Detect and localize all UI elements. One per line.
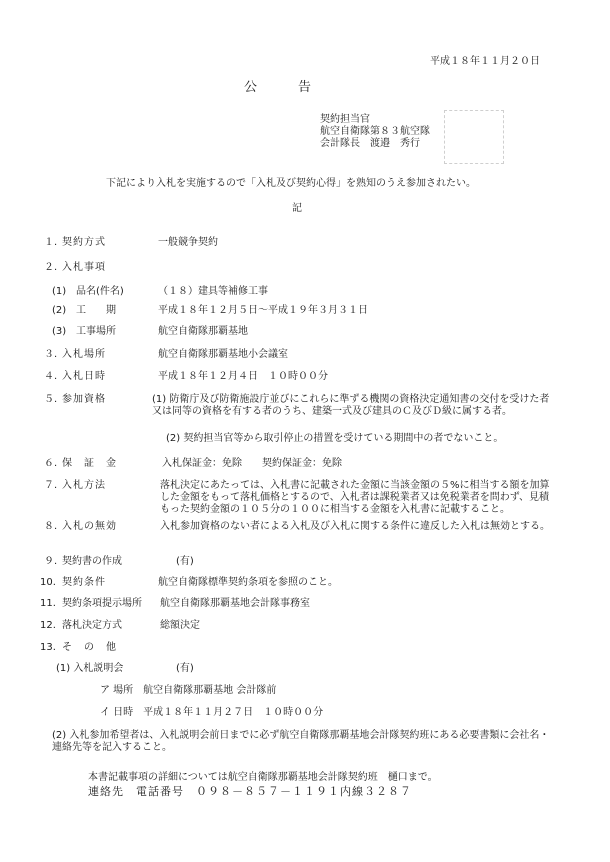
- sub-item-label: 品名(件名): [76, 286, 124, 297]
- item-number: ３.: [44, 349, 58, 360]
- item-label: 入札事項: [62, 262, 106, 273]
- sub-item-value: 航空自衛隊那覇基地: [158, 326, 248, 337]
- sub-item-number: (3): [52, 326, 67, 337]
- item-value: 航空自衛隊那覇基地会計隊事務室: [160, 598, 310, 609]
- item-label: 契約方式: [62, 237, 106, 248]
- item-value: 落札決定にあたっては、入札書に記載された金額に当該金額の５%に相当する額を加算した金額をもって落札価格とするので、入札者は課税業者又は免税業者を問わず、見積もった契約金額の１０５分の１００に相当する金額を入札書に記載すること。: [160, 480, 550, 515]
- item-value: (2) 契約担当官等から取引停止の措置を受けている期間中の者でないこと。: [166, 433, 504, 444]
- item-label: 参加資格: [62, 394, 106, 405]
- item-label: 契約条件: [62, 577, 106, 588]
- item-number: ６.: [44, 458, 58, 469]
- sub-item-note: (2) 入札参加希望者は、入札説明会前日までに必ず航空自衛隊那覇基地会計隊契約班にある必要書類に会社名・連絡先等を記入すること。: [52, 730, 550, 753]
- item-label: 契約書の作成: [62, 556, 122, 567]
- sub-item-value: （１８）建具等補修工事: [158, 286, 268, 297]
- item-number: 11.: [40, 598, 56, 609]
- sub-item-number: (1): [52, 286, 67, 297]
- item-value: (有): [176, 556, 194, 567]
- item-label: 落札決定方式: [62, 620, 122, 631]
- issuer-line: 契約担当官: [320, 114, 370, 125]
- item-number: 13.: [40, 642, 56, 653]
- footer-contact: 連絡先 電話番号 ０９８－８５７－１１９１内線３２８７: [88, 785, 412, 798]
- item-value: 航空自衛隊那覇基地小会議室: [158, 349, 288, 360]
- item-label: 契約条項提示場所: [62, 598, 142, 609]
- sub-item-label: 工事場所: [76, 326, 116, 337]
- document-title-2: 告: [298, 80, 312, 95]
- item-label: 入札方法: [62, 480, 106, 491]
- item-value: 航空自衛隊標準契約条項を参照のこと。: [158, 577, 338, 588]
- sub-item-label: 工 期: [76, 305, 116, 316]
- document-date: 平成１８年１１月２０日: [430, 56, 540, 67]
- item-label: そ の 他: [62, 642, 117, 653]
- ki-heading: 記: [292, 203, 302, 214]
- seal-stamp: [444, 110, 504, 164]
- issuer-block: [320, 114, 430, 150]
- item-number: ２.: [44, 262, 58, 273]
- issuer-line: 航空自衛隊第８３航空隊: [320, 126, 430, 137]
- issuer-line: 会計隊長 渡邉 秀行: [320, 138, 420, 149]
- item-number: ７.: [44, 480, 58, 491]
- item-value: 入札保証金：免除 契約保証金：免除: [162, 458, 342, 469]
- intro-text: 下記により入札を実施するので「入札及び契約心得」を熟知のうえ参加されたい。: [106, 178, 476, 189]
- item-value: 入札参加資格のない者による入札及び入札に関する条件に違反した入札は無効とする。: [160, 521, 550, 532]
- item-value: (1) 防衛庁及び防衛施設庁並びにこれらに準ずる機関の資格決定通知書の交付を受けた者又は同等の資格を有する者のうち、建築一式及び建具のＣ及びＤ級に属する者。: [152, 394, 550, 417]
- footer-line: 本書記載事項の詳細については航空自衛隊那覇基地会計隊契約班 樋口まで。: [88, 772, 438, 783]
- item-number: ８.: [44, 521, 58, 532]
- sub-item-value: (有): [176, 663, 194, 674]
- item-value: 平成１８年１２月４日 １０時００分: [158, 371, 328, 382]
- document-title: 公: [244, 80, 262, 95]
- item-label: 入札場所: [62, 349, 106, 360]
- sub-item-detail: ア 場所 航空自衛隊那覇基地 会計隊前: [100, 685, 277, 696]
- item-number: 10.: [40, 577, 56, 588]
- sub-item-number: (2): [52, 305, 67, 316]
- item-label: 入札日時: [62, 371, 106, 382]
- item-number: １.: [44, 237, 58, 248]
- item-number: ５.: [44, 394, 58, 405]
- item-number: ４.: [44, 371, 58, 382]
- sub-item-value: 平成１８年１２月５日～平成１９年３月３１日: [158, 305, 368, 316]
- item-label: 入札の無効: [62, 521, 117, 532]
- item-number: ９.: [44, 556, 58, 567]
- item-number: 12.: [40, 620, 56, 631]
- item-value: 総額決定: [160, 620, 200, 631]
- sub-item-label: (1) 入札説明会: [56, 663, 124, 674]
- item-label: 保 証 金: [62, 458, 117, 469]
- sub-item-detail: イ 日時 平成１８年１１月２７日 １０時００分: [100, 707, 324, 718]
- item-value: 一般競争契約: [158, 237, 218, 248]
